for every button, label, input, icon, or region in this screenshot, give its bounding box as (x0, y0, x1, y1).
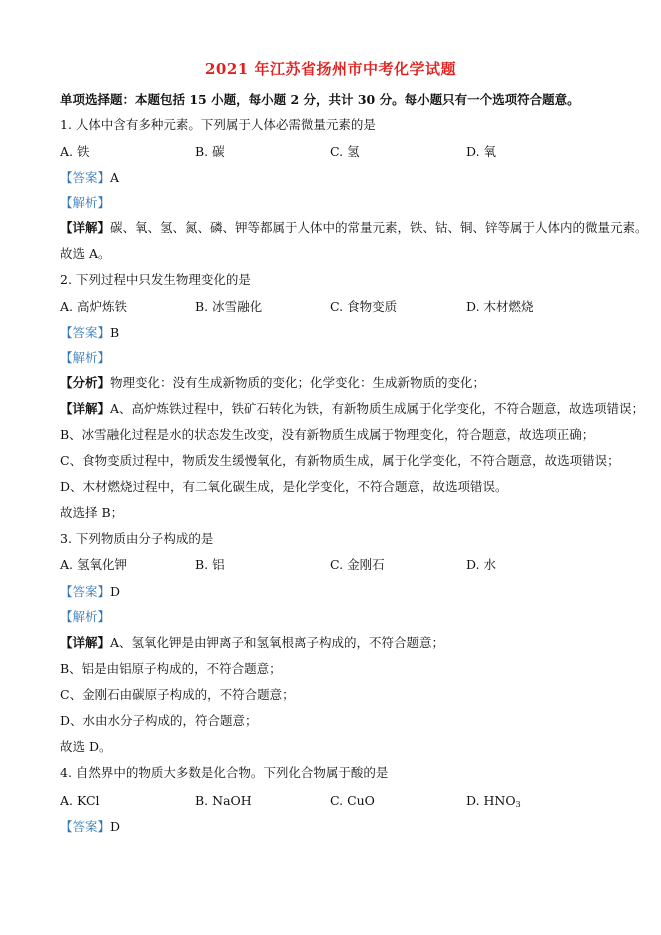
option-d-text: D. HNO (466, 793, 516, 808)
option-d-subscript: 3 (515, 800, 521, 809)
question-4-answer (60, 819, 120, 835)
page-title: 2021 年江苏省扬州市中考化学试题 (205, 60, 456, 78)
question-3-conclusion: 故选 D。 (60, 739, 112, 754)
question-3-option-b: B. 铝 (195, 557, 225, 572)
question-2-analysis (60, 375, 485, 391)
detail-tag: 【详解】 (60, 220, 111, 235)
question-3-detail-d: D、水由水分子构成的，符合题意； (60, 713, 258, 728)
question-1-option-d: D. 氧 (466, 144, 497, 159)
question-2-detail-d: D、木材燃烧过程中，有二氧化碳生成，是化学变化，不符合题意，故选项错误。 (60, 479, 508, 494)
question-2-option-d: D. 木材燃烧 (466, 299, 534, 314)
analysis-sub-tag: 【分析】 (60, 375, 111, 390)
answer-value: A (110, 170, 120, 185)
question-4-option-a: A. KCl (60, 793, 100, 808)
detail-tag: 【详解】 (60, 635, 111, 650)
question-3-option-c: C. 金刚石 (330, 557, 385, 572)
question-3-detail-a (60, 635, 444, 651)
question-3-detail-b: B、铝是由铝原子构成的，不符合题意； (60, 661, 282, 676)
question-2-option-a: A. 高炉炼铁 (60, 299, 127, 314)
question-2-detail-a (60, 401, 644, 417)
answer-value: D (110, 819, 121, 834)
question-1-detail (60, 220, 648, 236)
question-4-option-c: C. CuO (330, 793, 375, 808)
question-3-stem: 3. 下列物质由分子构成的是 (60, 531, 214, 546)
question-1-conclusion: 故选 A。 (60, 246, 111, 261)
question-2-option-b: B. 冰雪融化 (195, 299, 263, 314)
question-1-option-a: A. 铁 (60, 144, 90, 159)
analysis-text: 物理变化：没有生成新物质的变化；化学变化：生成新物质的变化； (110, 375, 486, 390)
detail-text: 碳、氧、氢、氮、磷、钾等都属于人体中的常量元素，铁、钴、铜、锌等属于人体内的微量元素。 (110, 220, 648, 235)
question-2-detail-c: C、食物变质过程中，物质发生缓慢氧化，有新物质生成，属于化学变化，不符合题意，故选项错误； (60, 453, 620, 468)
answer-tag: 【答案】 (60, 325, 111, 340)
question-3-option-d: D. 水 (466, 557, 497, 572)
answer-value: B (110, 325, 120, 340)
question-4-stem: 4. 自然界中的物质大多数是化合物。下列化合物属于酸的是 (60, 765, 389, 780)
question-1-option-c: C. 氢 (330, 144, 360, 159)
detail-line-a: A、氢氧化钾是由钾离子和氢氧根离子构成的，不符合题意； (110, 635, 445, 650)
answer-tag: 【答案】 (60, 584, 111, 599)
answer-tag: 【答案】 (60, 170, 111, 185)
question-2-answer (60, 325, 119, 341)
question-1-analysis-tag: 【解析】 (60, 195, 111, 210)
question-2-stem: 2. 下列过程中只发生物理变化的是 (60, 272, 251, 287)
section-header: 单项选择题：本题包括 15 小题，每小题 2 分，共计 30 分。每小题只有一个选项符合题意。 (60, 92, 580, 107)
question-2-option-c: C. 食物变质 (330, 299, 398, 314)
question-3-answer (60, 584, 120, 600)
question-2-conclusion: 故选择 B； (60, 505, 124, 520)
question-4-option-b: B. NaOH (195, 793, 252, 808)
question-1-option-b: B. 碳 (195, 144, 225, 159)
question-1-stem: 1. 人体中含有多种元素。下列属于人体必需微量元素的是 (60, 117, 376, 132)
detail-tag: 【详解】 (60, 401, 111, 416)
question-2-detail-b: B、冰雪融化过程是水的状态发生改变，没有新物质生成属于物理变化，符合题意，故选项正确； (60, 427, 595, 442)
answer-tag: 【答案】 (60, 819, 111, 834)
answer-value: D (110, 584, 121, 599)
question-1-answer (60, 170, 119, 186)
question-2-analysis-tag: 【解析】 (60, 350, 111, 365)
question-3-analysis-tag: 【解析】 (60, 609, 111, 624)
question-3-detail-c: C、金刚石由碳原子构成的，不符合题意； (60, 687, 295, 702)
question-3-option-a: A. 氢氧化钾 (60, 557, 127, 572)
question-4-option-d (466, 793, 521, 813)
detail-line-a: A、高炉炼铁过程中，铁矿石转化为铁，有新物质生成属于化学变化，不符合题意，故选项错误； (110, 401, 645, 416)
